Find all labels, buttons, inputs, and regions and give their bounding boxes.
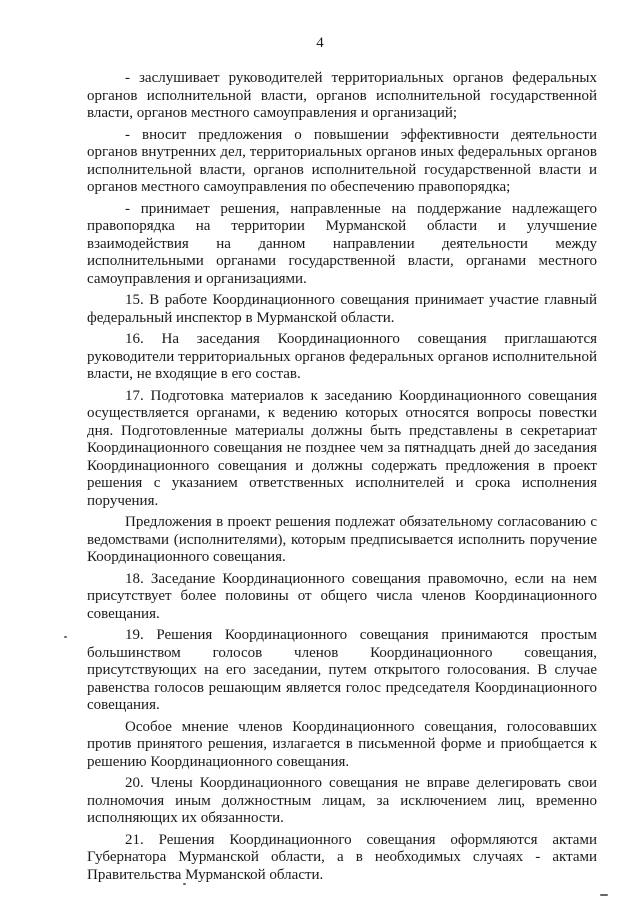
document-body <box>87 70 597 888</box>
paragraph-19-dissent: Особое мнение членов Координационного совещания, голосовавших против принятого решения, излагается в письменной форме и приобщается к решению Координационного совещания. <box>87 718 597 770</box>
paragraph-17: 17. Подготовка материалов к заседанию Координационного совещания осуществляется органами, к ведению которых относятся вопросы повестки дня. Подготовленные материалы должны быть представлены в секретариат Координационного совещания не позднее чем за пятнадцать дней до заседания Координационного совещания и должны содержать предложения в проект решения с указанием ответственных исполнителей и срока исполнения поручения. <box>87 387 597 509</box>
paragraph-hears-reports: - заслушивает руководителей территориальных органов федеральных органов исполнительной власти, органов исполнительной государственной власти, органов местного самоуправления и организаций; <box>87 70 597 121</box>
paragraph-19: 19. Решения Координационного совещания принимаются простым большинством голосов членов Координационного совещания, присутствующих на его заседании, путем открытого голосования. В случае равенства голосов решающим является голос председателя Координационного совещания. <box>87 627 597 713</box>
paragraph-makes-proposals: - вносит предложения о повышении эффективности деятельности органов внутренних дел, территориальных органов иных федеральных органов исполнительной власти, органов исполнительной государственной власти и органов местного самоуправления по обеспечению правопорядка; <box>87 126 597 195</box>
page-number: 4 <box>316 35 324 51</box>
paragraph-15: 15. В работе Координационного совещания принимает участие главный федеральный инспектор в Мурманской области. <box>87 292 597 326</box>
paragraph-21: 21. Решения Координационного совещания оформляются актами Губернатора Мурманской области, а в необходимых случаях - актами Правительства Мурманской области. <box>87 831 597 883</box>
scan-speck <box>64 636 67 638</box>
paragraph-18: 18. Заседание Координационного совещания правомочно, если на нем присутствует более половины от общего числа членов Координационного совещания. <box>87 570 597 622</box>
paragraph-16: 16. На заседания Координационного совещания приглашаются руководители территориальных органов федеральных органов исполнительной власти, не входящие в его состав. <box>87 331 597 382</box>
paragraph-20: 20. Члены Координационного совещания не вправе делегировать свои полномочия иным должностным лицам, за исключением лиц, временно исполняющих их обязанности. <box>87 775 597 826</box>
paragraph-17-proposals: Предложения в проект решения подлежат обязательному согласованию с ведомствами (исполнителями), которым предписывается исполнить поручение Координационного совещания. <box>87 514 597 565</box>
scan-speck <box>183 883 186 885</box>
paragraph-makes-decisions: - принимает решения, направленные на поддержание надлежащего правопорядка на территории Мурманской области и улучшение взаимодействия на данном направлении деятельности между исполнительными органами государственной власти, органами местного самоуправления и организациями. <box>87 200 597 287</box>
scan-speck <box>600 894 608 896</box>
